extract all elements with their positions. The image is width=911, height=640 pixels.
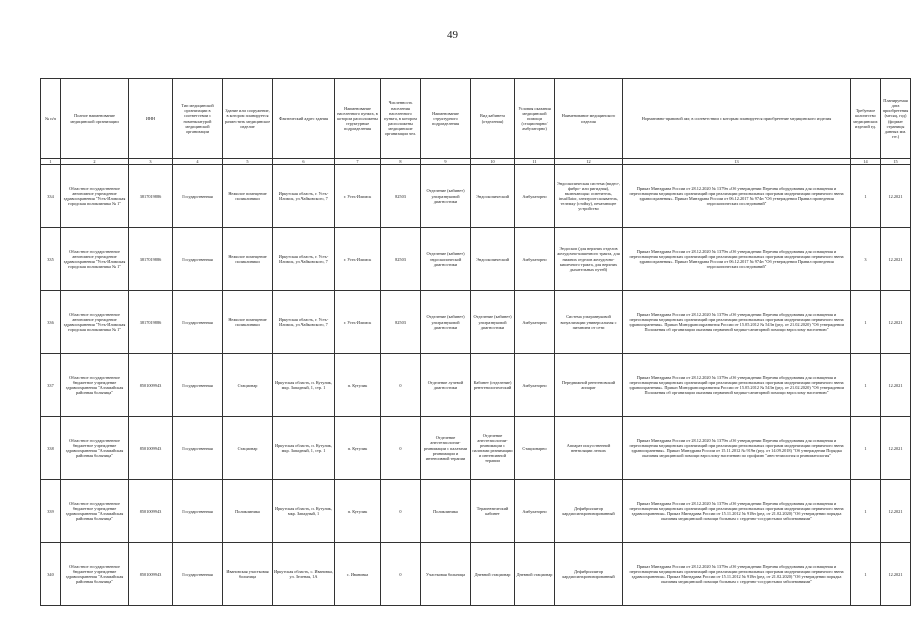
cell-unit: Отделение анестезиологии-реанимации с палатами реанимации и интенсивной терапии [421, 417, 471, 480]
cell-locality: п. Кутулик [335, 480, 381, 543]
cell-date: 12.2021 [881, 417, 911, 480]
column-header: Требуемое количество медицинских изделий ед. [851, 79, 881, 159]
column-number: 1 [41, 159, 61, 165]
cell-locality: г. Усть-Илимск [335, 291, 381, 354]
cell-type: Государственная [173, 417, 223, 480]
column-number: 4 [173, 159, 223, 165]
cell-date: 12.2021 [881, 543, 911, 606]
cell-date: 12.2021 [881, 165, 911, 228]
cell-n: 338 [41, 417, 61, 480]
column-number: 14 [851, 159, 881, 165]
header-row [41, 79, 911, 159]
cell-inn: 8501009943 [129, 354, 173, 417]
cell-building: Стационар [223, 354, 273, 417]
cell-inn: 3817019886 [129, 291, 173, 354]
cell-date: 12.2021 [881, 354, 911, 417]
column-number: 10 [471, 159, 515, 165]
column-number: 8 [381, 159, 421, 165]
cell-building: Ивановская участковая больница [223, 543, 273, 606]
column-header: Наименование населенного пункта, в котором расположены структурные подразделения [335, 79, 381, 159]
cell-conditions: Амбулаторно [515, 354, 555, 417]
cell-inn: 8501009943 [129, 417, 173, 480]
cell-building: Нежилое помещение поликлиники [223, 165, 273, 228]
cell-unit: Отделение (кабинет) ультразвуковой диагностики [421, 165, 471, 228]
cell-address: Иркутская область, п. Кутулик, мкр. Западный, 1 [273, 480, 335, 543]
column-number: 6 [273, 159, 335, 165]
cell-device: Передвижной рентгеновский аппарат [555, 354, 623, 417]
cell-date: 12.2021 [881, 228, 911, 291]
cell-inn: 3817019886 [129, 228, 173, 291]
column-header: Нормативно-правовой акт, в соответствии с которым планируется приобретение медицинского изделия [623, 79, 851, 159]
table-row [41, 543, 911, 606]
cell-qty: 1 [851, 291, 881, 354]
cell-conditions: Амбулаторно [515, 228, 555, 291]
cell-locality: г. Усть-Илимск [335, 165, 381, 228]
cell-population: 0 [381, 543, 421, 606]
cell-conditions: Амбулаторно [515, 291, 555, 354]
cell-org: Областное государственное бюджетное учреждение здравоохранения "Алзамайская районная больница" [61, 354, 129, 417]
cell-legal: Приказ Минздрава России от 28.12.2020 № 1379н «Об утверждении Перечня оборудования для оснащения и переоснащения медицинских организаций при реализации региональных программ модернизации первичного звена здравоохранения». Приказ Минздрава России от 15.11.2012 № 918н (ред. от 21.02.2020) "Об утверждении порядка оказания медицинской помощи больным с сердечно-сосудистыми заболеваниями" [623, 480, 851, 543]
cell-org: Областное государственное бюджетное учреждение здравоохранения "Алзамайская районная больница" [61, 543, 129, 606]
cell-n: 339 [41, 480, 61, 543]
cell-room: Дневной стационар [471, 543, 515, 606]
page-number: 49 [447, 29, 458, 41]
cell-building: Поликлиника [223, 480, 273, 543]
cell-date: 12.2021 [881, 480, 911, 543]
cell-building: Стационар [223, 417, 273, 480]
cell-legal: Приказ Минздрава России от 28.12.2020 № 1379н «Об утверждении Перечня оборудования для оснащения и переоснащения медицинских организаций при реализации региональных программ модернизации первичного звена здравоохранения». Приказ Минздравсоцразвития России от 15.05.2012 № 543н (ред. от 21.02.2020) "Об утверждении Положения об организации оказания первичной медико-санитарной помощи взрослому населению" [623, 291, 851, 354]
table-row [41, 228, 911, 291]
column-header: Условия оказания медицинской помощи (стационарно/амбулаторно) [515, 79, 555, 159]
column-header: Наименование медицинского изделия [555, 79, 623, 159]
cell-type: Государственная [173, 354, 223, 417]
cell-type: Государственная [173, 228, 223, 291]
cell-type: Государственная [173, 165, 223, 228]
cell-device: Эндоскоп (для верхних отделов желудочно-кишечного тракта, для нижних отделов желудочно-кишечного тракта, для верхних дыхательных путей) [555, 228, 623, 291]
column-header: Здание или сооружение, в котором планируется разместить медицинское изделие [223, 79, 273, 159]
table-row [41, 291, 911, 354]
cell-building: Нежилое помещение поликлиники [223, 228, 273, 291]
cell-locality: п. Кутулик [335, 354, 381, 417]
cell-address: Иркутская область, г. Усть-Илимск, ул.Чайковского, 7 [273, 228, 335, 291]
cell-unit: Отделение лучевой диагностики [421, 354, 471, 417]
column-header: Полное наименование медицинской организации [61, 79, 129, 159]
cell-address: Иркутская область, п. Кутулик, мкр. Западный, 1, стр. 1 [273, 354, 335, 417]
cell-locality: г. Усть-Илимск [335, 228, 381, 291]
cell-unit: Участковая больница [421, 543, 471, 606]
cell-org: Областное государственное бюджетное учреждение здравоохранения "Алзамайская районная больница" [61, 480, 129, 543]
cell-conditions: Дневной стационар [515, 543, 555, 606]
table-row [41, 480, 911, 543]
cell-room: Эндоскопический [471, 165, 515, 228]
column-header: Вид кабинета (отделения) [471, 79, 515, 159]
cell-device: Эндоскопическая система (видео-, фибро- или ригидная), включающая: осветитель, insufflator, электроотсасыватель, тележку (стойку), печатающее устройство [555, 165, 623, 228]
cell-address: Иркутская область, с. Ивановка, ул. Зеленая, 1А [273, 543, 335, 606]
cell-population: 0 [381, 417, 421, 480]
cell-n: 340 [41, 543, 61, 606]
cell-device: Аппарат искусственной вентиляции легких [555, 417, 623, 480]
cell-locality: с. Ивановка [335, 543, 381, 606]
cell-qty: 1 [851, 480, 881, 543]
column-header: ИНН [129, 79, 173, 159]
cell-room: Кабинет (отделение) рентгенологический [471, 354, 515, 417]
cell-qty: 1 [851, 543, 881, 606]
cell-locality: п. Кутулик [335, 417, 381, 480]
cell-n: 335 [41, 228, 61, 291]
cell-type: Государственная [173, 480, 223, 543]
column-header: Тип медицинской организации в соответствии с номенклатурой медицинской организации [173, 79, 223, 159]
cell-room: Отделение анестезиологии-реанимации с палатами реанимации и интенсивной терапии [471, 417, 515, 480]
cell-qty: 1 [851, 417, 881, 480]
column-header: № п/п [41, 79, 61, 159]
column-number: 7 [335, 159, 381, 165]
cell-room: Терапевтический кабинет [471, 480, 515, 543]
cell-date: 12.2021 [881, 291, 911, 354]
cell-device: Дефибриллятор кардиосинхронизированный [555, 480, 623, 543]
cell-inn: 8501009943 [129, 543, 173, 606]
cell-n: 336 [41, 291, 61, 354]
cell-population: 82503 [381, 228, 421, 291]
cell-qty: 3 [851, 228, 881, 291]
cell-inn: 3817019886 [129, 165, 173, 228]
cell-population: 82503 [381, 165, 421, 228]
cell-conditions: Стационарно [515, 417, 555, 480]
cell-population: 0 [381, 354, 421, 417]
cell-org: Областное государственное бюджетное учреждение здравоохранения "Алзамайская районная больница" [61, 417, 129, 480]
cell-room: Отделение (кабинет) ультразвуковой диагностики [471, 291, 515, 354]
cell-legal: Приказ Минздрава России от 28.12.2020 № 1379н «Об утверждении Перечня оборудования для оснащения и переоснащения медицинских организаций при реализации региональных программ модернизации первичного звена здравоохранения». Приказ Минздрава России от 15.11.2012 № 918н (ред. от 21.02.2020) "Об утверждении порядка оказания медицинской помощи больным с сердечно-сосудистыми заболеваниями" [623, 543, 851, 606]
cell-device: Дефибриллятор кардиосинхронизированный [555, 543, 623, 606]
cell-n: 334 [41, 165, 61, 228]
cell-qty: 1 [851, 354, 881, 417]
column-number: 12 [555, 159, 623, 165]
column-number: 5 [223, 159, 273, 165]
table-body [41, 165, 911, 606]
cell-address: Иркутская область, п. Кутулик, мкр. Западный, 1, стр. 1 [273, 417, 335, 480]
table-row [41, 165, 911, 228]
column-header: Наименование структурного подразделения [421, 79, 471, 159]
cell-device: Система ультразвуковой визуализации универсальная с питанием от сети [555, 291, 623, 354]
column-number: 9 [421, 159, 471, 165]
column-header: Планируемая дата приобретения (месяц, год) (формат страницы данных мм. ггг.) [881, 79, 911, 159]
cell-address: Иркутская область, г. Усть-Илимск, ул.Чайковского, 7 [273, 165, 335, 228]
column-number: 2 [61, 159, 129, 165]
column-number: 11 [515, 159, 555, 165]
table-row [41, 354, 911, 417]
cell-legal: Приказ Минздрава России от 28.12.2020 № 1379н «Об утверждении Перечня оборудования для оснащения и переоснащения медицинских организаций при реализации региональных программ модернизации первичного звена здравоохранения». Приказ Минздрава России от 06.12.2017 № 974н "Об утверждении Правил проведения эндоскопических исследований" [623, 228, 851, 291]
cell-unit: Отделение (кабинет) ультразвуковой диагностики [421, 291, 471, 354]
cell-legal: Приказ Минздрава России от 28.12.2020 № 1379н «Об утверждении Перечня оборудования для оснащения и переоснащения медицинских организаций при реализации региональных программ модернизации первичного звена здравоохранения». Приказ Минздрава России от 06.12.2017 № 974н "Об утверждении Правил проведения эндоскопических исследований" [623, 165, 851, 228]
cell-address: Иркутская область, г. Усть-Илимск, ул.Чайковского, 7 [273, 291, 335, 354]
cell-legal: Приказ Минздрава России от 28.12.2020 № 1379н «Об утверждении Перечня оборудования для оснащения и переоснащения медицинских организаций при реализации региональных программ модернизации первичного звена здравоохранения». Приказ Минздрава России от 15.11.2012 № 919н (ред. от 14.09.2018) "Об утверждении Порядка оказания медицинской помощи взрослому населению по профилю "анестезиология и реаниматология" [623, 417, 851, 480]
column-number: 15 [881, 159, 911, 165]
cell-population: 0 [381, 480, 421, 543]
equipment-table [40, 78, 911, 606]
column-number: 13 [623, 159, 851, 165]
cell-conditions: Амбулаторно [515, 165, 555, 228]
cell-n: 337 [41, 354, 61, 417]
column-header: Фактический адрес здания [273, 79, 335, 159]
cell-type: Государственная [173, 543, 223, 606]
table-row [41, 417, 911, 480]
cell-unit: Поликлиника [421, 480, 471, 543]
cell-conditions: Амбулаторно [515, 480, 555, 543]
cell-org: Областное государственное автономное учреждение здравоохранения "Усть-Илимская городская поликлиника № 1" [61, 165, 129, 228]
cell-org: Областное государственное автономное учреждение здравоохранения "Усть-Илимская городская поликлиника № 1" [61, 291, 129, 354]
cell-org: Областное государственное автономное учреждение здравоохранения "Усть-Илимская городская поликлиника № 1" [61, 228, 129, 291]
column-number: 3 [129, 159, 173, 165]
cell-legal: Приказ Минздрава России от 28.12.2020 № 1379н «Об утверждении Перечня оборудования для оснащения и переоснащения медицинских организаций при реализации региональных программ модернизации первичного звена здравоохранения». Приказ Минздравсоцразвития России от 15.05.2012 № 543н (ред. от 21.02.2020) "Об утверждении Положения об организации оказания первичной медико-санитарной помощи взрослому населению" [623, 354, 851, 417]
column-header: Численность населения населенного пункта, в котором расположены медицинские организации чел. [381, 79, 421, 159]
cell-unit: Отделение (кабинет) эндоскопической диагностики [421, 228, 471, 291]
cell-qty: 1 [851, 165, 881, 228]
cell-type: Государственная [173, 291, 223, 354]
cell-building: Нежилое помещение поликлиники [223, 291, 273, 354]
cell-population: 82503 [381, 291, 421, 354]
cell-room: Эндоскопический [471, 228, 515, 291]
cell-inn: 8501009943 [129, 480, 173, 543]
